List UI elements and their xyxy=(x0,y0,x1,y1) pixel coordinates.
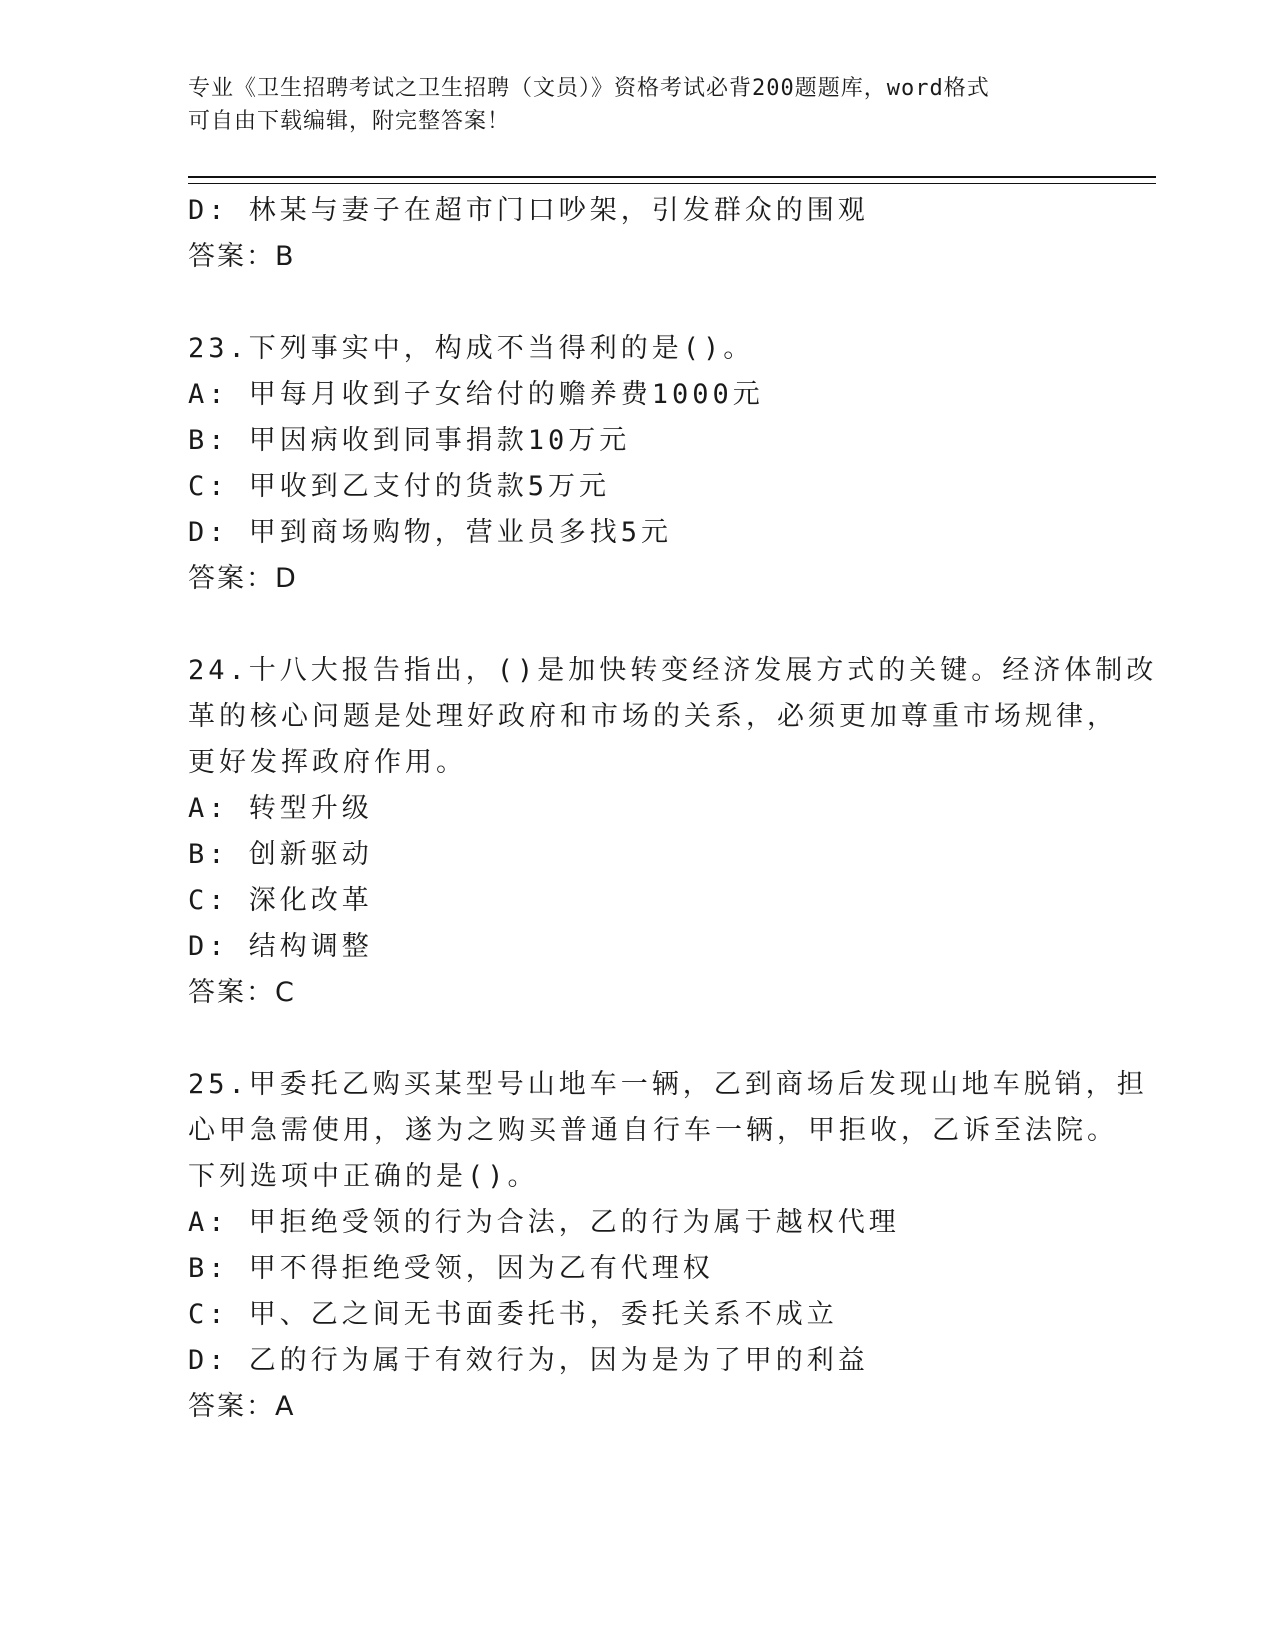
spacer xyxy=(188,280,1088,326)
document-header xyxy=(188,72,1088,138)
answer-line: 答案：B xyxy=(188,241,296,272)
option-d: D: 结构调整 xyxy=(188,931,373,962)
question-22-tail xyxy=(188,188,1088,280)
question-25 xyxy=(188,1062,1148,1430)
option-a: A: 转型升级 xyxy=(188,793,373,824)
question-stem-line-3: 下列选项中正确的是()。 xyxy=(188,1161,539,1192)
answer-line: 答案：A xyxy=(188,1391,296,1422)
answer-line: 答案：D xyxy=(188,563,298,594)
question-stem-line-1: 24.十八大报告指出，()是加快转变经济发展方式的关键。经济体制改 xyxy=(188,655,1158,686)
question-list xyxy=(188,188,1158,1430)
header-divider-thick xyxy=(188,176,1156,178)
question-stem-line-3: 更好发挥政府作用。 xyxy=(188,747,467,778)
option-b: B: 甲因病收到同事捐款10万元 xyxy=(188,425,631,456)
question-stem-line-2: 心甲急需使用，遂为之购买普通自行车一辆，甲拒收，乙诉至法院。 xyxy=(188,1115,1118,1146)
option-b: B: 创新驱动 xyxy=(188,839,373,870)
question-stem-line-2: 革的核心问题是处理好政府和市场的关系，必须更加尊重市场规律， xyxy=(188,701,1118,732)
option-d: D: 林某与妻子在超市门口吵架，引发群众的围观 xyxy=(188,195,869,226)
header-divider-thin xyxy=(188,183,1156,184)
header-line-1: 专业《卫生招聘考试之卫生招聘（文员）》资格考试必背200题题库，word格式 xyxy=(188,76,990,101)
question-23 xyxy=(188,326,1088,602)
question-stem-line-1: 25.甲委托乙购买某型号山地车一辆，乙到商场后发现山地车脱销，担 xyxy=(188,1069,1148,1100)
option-a: A: 甲拒绝受领的行为合法，乙的行为属于越权代理 xyxy=(188,1207,900,1238)
option-c: C: 甲、乙之间无书面委托书，委托关系不成立 xyxy=(188,1299,838,1330)
spacer xyxy=(188,602,1088,648)
header-line-2: 可自由下载编辑，附完整答案！ xyxy=(188,109,511,134)
spacer xyxy=(188,1016,1088,1062)
option-d: D: 乙的行为属于有效行为，因为是为了甲的利益 xyxy=(188,1345,869,1376)
question-24 xyxy=(188,648,1158,1016)
option-b: B: 甲不得拒绝受领，因为乙有代理权 xyxy=(188,1253,714,1284)
answer-line: 答案：C xyxy=(188,977,296,1008)
question-stem: 23.下列事实中，构成不当得利的是()。 xyxy=(188,333,755,364)
option-d: D: 甲到商场购物，营业员多找5元 xyxy=(188,517,673,548)
option-a: A: 甲每月收到子女给付的赡养费1000元 xyxy=(188,379,764,410)
option-c: C: 甲收到乙支付的货款5万元 xyxy=(188,471,611,502)
option-c: C: 深化改革 xyxy=(188,885,373,916)
